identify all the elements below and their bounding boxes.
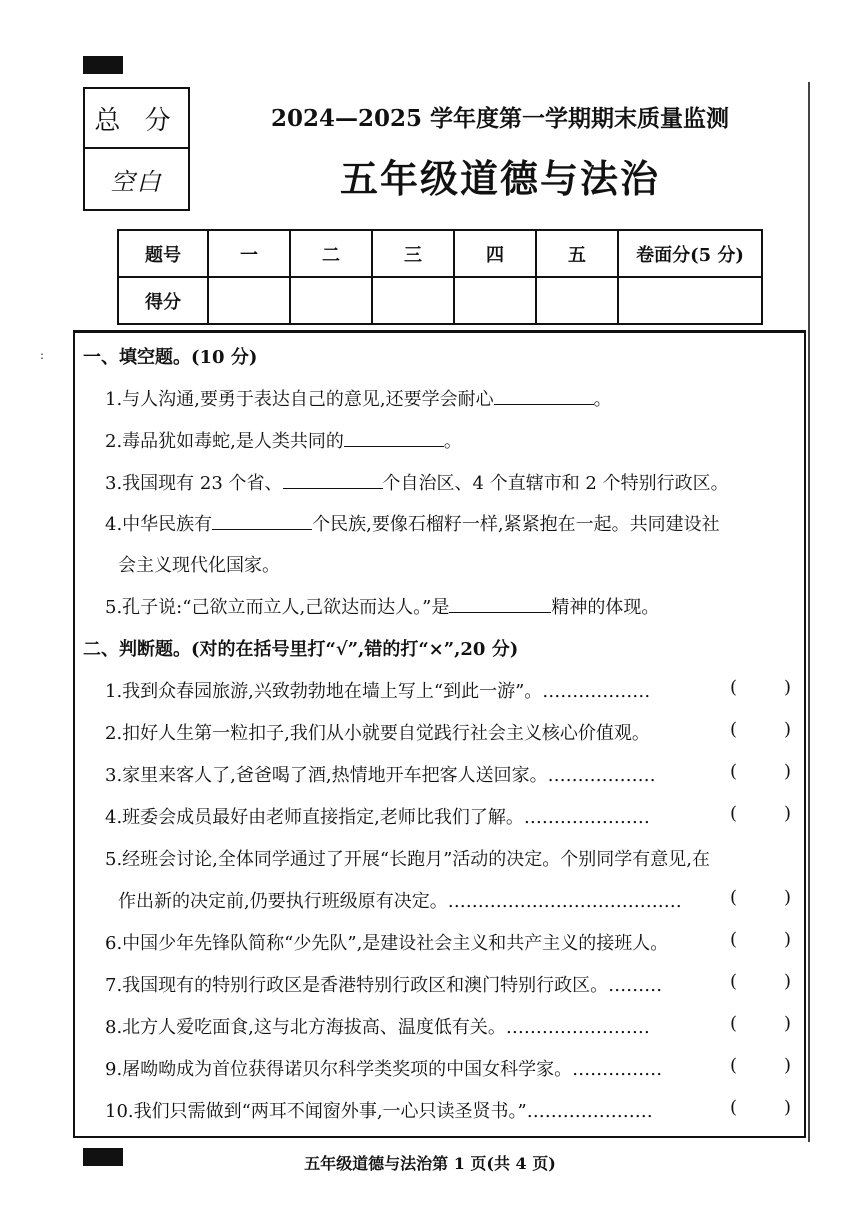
answer-blank[interactable] (212, 512, 312, 530)
judgment-item: 1.我到众春园旅游,兴致勃勃地在墙上写上“到此一游”。……………… (105, 681, 651, 702)
answer-close-paren: ) (784, 1097, 792, 1118)
answer-open-paren: ( (730, 887, 738, 908)
answer-close-paren: ) (784, 761, 792, 782)
answer-close-paren: ) (784, 971, 792, 992)
answer-close-paren: ) (784, 719, 792, 740)
question-1-4-continued: 会主义现代化国家。 (118, 555, 280, 576)
question-1-2 (105, 427, 462, 453)
question-text: 。 (593, 389, 612, 410)
question-text: 个自治区、4 个直辖市和 2 个特别行政区。 (382, 473, 729, 494)
judgment-item: 10.我们只需做到“两耳不闻窗外事,一心只读圣贤书。”………………… (105, 1101, 653, 1122)
answer-open-paren: ( (730, 1055, 738, 1076)
question-text: 精神的体现。 (551, 597, 660, 618)
answer-close-paren: ) (784, 887, 792, 908)
judgment-item: 3.家里来客人了,爸爸喝了酒,热情地开车把客人送回家。……………… (105, 765, 656, 786)
answer-close-paren: ) (784, 1055, 792, 1076)
answer-blank[interactable] (344, 429, 444, 447)
question-1-4 (105, 510, 720, 536)
answer-open-paren: ( (730, 677, 738, 698)
answer-blank[interactable] (494, 387, 594, 405)
judgment-item: 6.中国少年先锋队简称“少先队”,是建设社会主义和共产主义的接班人。 (105, 933, 669, 954)
total-score-box (83, 87, 190, 211)
score-cell: 卷面分(5 分) (618, 230, 762, 277)
score-input-cell[interactable] (536, 277, 618, 324)
answer-open-paren: ( (730, 1097, 738, 1118)
score-table-score-row (118, 277, 762, 324)
question-text: 。 (443, 431, 462, 452)
section-1-title: 一、填空题。(10 分) (83, 347, 258, 368)
question-text: 个民族,要像石榴籽一样,紧紧抱在一起。共同建设社 (312, 514, 720, 535)
judgment-item: 5.经班会讨论,全体同学通过了开展“长跑月”活动的决定。个别同学有意见,在 (105, 849, 711, 870)
subject-title: 五年级道德与法治 (339, 156, 660, 201)
answer-open-paren: ( (730, 1013, 738, 1034)
question-text: 2.毒品犹如毒蛇,是人类共同的 (105, 431, 344, 452)
score-cell: 得分 (118, 277, 208, 324)
question-1-1 (105, 385, 612, 411)
answer-open-paren: ( (730, 971, 738, 992)
exam-title: 2024—2025 学年度第一学期期末质量监测 (270, 105, 730, 132)
judgment-item: 4.班委会成员最好由老师直接指定,老师比我们了解。………………… (105, 807, 650, 828)
scan-speck: : (40, 348, 45, 362)
question-text: 1.与人沟通,要勇于表达自己的意见,还要学会耐心 (105, 389, 494, 410)
score-input-cell[interactable] (618, 277, 762, 324)
answer-close-paren: ) (784, 929, 792, 950)
section-2-title: 二、判断题。(对的在括号里打“√”,错的打“×”,20 分) (83, 639, 519, 660)
total-score-value: 空白 (110, 167, 163, 196)
question-1-5 (105, 593, 659, 619)
question-text: 5.孔子说:“己欲立而立人,己欲达而达人。”是 (105, 597, 450, 618)
answer-open-paren: ( (730, 719, 738, 740)
registration-mark-top (83, 56, 123, 74)
score-input-cell[interactable] (372, 277, 454, 324)
score-cell: 题号 (118, 230, 208, 277)
judgment-item: 9.屠呦呦成为首位获得诺贝尔科学类奖项的中国女科学家。…………… (105, 1059, 663, 1080)
answer-close-paren: ) (784, 677, 792, 698)
score-cell: 四 (454, 230, 536, 277)
question-1-3 (105, 469, 729, 495)
answer-close-paren: ) (784, 1013, 792, 1034)
score-input-cell[interactable] (208, 277, 290, 324)
score-cell: 一 (208, 230, 290, 277)
answer-open-paren: ( (730, 803, 738, 824)
judgment-item: 8.北方人爱吃面食,这与北方海拔高、温度低有关。…………………… (105, 1017, 650, 1038)
score-table-header-row (118, 230, 762, 277)
answer-close-paren: ) (784, 803, 792, 824)
judgment-item: 7.我国现有的特别行政区是香港特别行政区和澳门特别行政区。……… (105, 975, 663, 996)
score-cell: 三 (372, 230, 454, 277)
score-cell: 二 (290, 230, 372, 277)
judgment-item: 2.扣好人生第一粒扣子,我们从小就要自觉践行社会主义核心价值观。 (105, 723, 650, 744)
score-cell: 五 (536, 230, 618, 277)
score-table (117, 229, 763, 325)
question-text: 4.中华民族有 (105, 514, 213, 535)
judgment-item-continued: 作出新的决定前,仍要执行班级原有决定。………………………………… (118, 891, 682, 912)
answer-open-paren: ( (730, 761, 738, 782)
margin-rule (808, 82, 810, 1142)
score-input-cell[interactable] (290, 277, 372, 324)
answer-blank[interactable] (283, 471, 383, 489)
score-input-cell[interactable] (454, 277, 536, 324)
answer-open-paren: ( (730, 929, 738, 950)
answer-blank[interactable] (449, 595, 551, 613)
total-score-label: 总 分 (85, 89, 188, 149)
question-text: 3.我国现有 23 个省、 (105, 473, 283, 494)
page-footer: 五年级道德与法治第 1 页(共 4 页) (304, 1154, 556, 1173)
